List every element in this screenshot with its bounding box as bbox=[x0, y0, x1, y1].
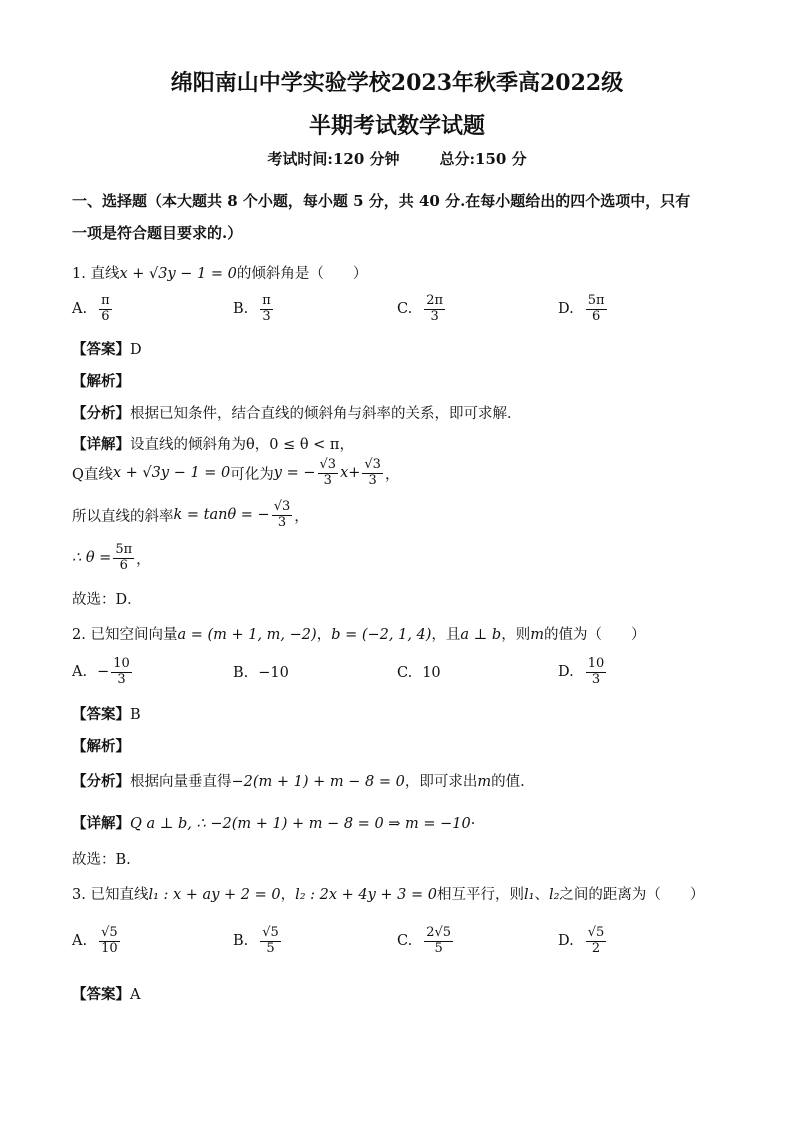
q1-option-b: B. $\frac{\pi}{3}$ bbox=[233, 293, 271, 324]
q3-line-1: l₁ : x + ay + 2 = 0 bbox=[148, 887, 281, 903]
q2-option-d: D. $\frac{10}{3}$ bbox=[558, 656, 605, 687]
q3-line-2: l₂ : 2x + 4y + 3 = 0 bbox=[295, 887, 438, 903]
q1-equation: x + √3y − 1 = 0 bbox=[119, 266, 237, 282]
q1-analysis: 【解析】 bbox=[72, 373, 130, 390]
q2-option-b: B. −10 bbox=[233, 665, 289, 681]
q1-fenxi: 【分析】根据已知条件，结合直线的倾斜角与斜率的关系，即可求解． bbox=[72, 405, 522, 422]
q1-answer: 【答案】D bbox=[72, 341, 142, 358]
q3-option-d: D. $\frac{√5}{2}$ bbox=[558, 925, 605, 956]
q2-conclusion: 故选：B. bbox=[72, 852, 131, 868]
q1-conclusion: 故选：D． bbox=[72, 592, 142, 608]
section-heading-line2: 一项是符合题目要求的.） bbox=[72, 224, 243, 242]
q2-analysis: 【解析】 bbox=[72, 738, 130, 755]
exam-title: 绵阳南山中学实验学校2023年秋季高2022级 bbox=[170, 70, 624, 96]
question-1: 1. 直线x + √3y − 1 = 0的倾斜角是（ ） bbox=[72, 266, 368, 282]
exam-score: 总分:150 分 bbox=[439, 150, 527, 168]
q3-answer: 【答案】A bbox=[72, 986, 141, 1003]
q1-option-d: D. $\frac{5\pi}{6}$ bbox=[558, 293, 605, 324]
section-heading-line1: 一、选择题（本大题共 8 个小题，每小题 5 分，共 40 分.在每小题给出的四个选项中，只有 bbox=[72, 192, 691, 210]
q1-step3: ∴ θ = $\frac{5\pi}{6}$ ， bbox=[72, 542, 151, 573]
q2-vector-a: a = (m + 1, m, −2) bbox=[177, 627, 317, 643]
exam-info bbox=[0, 148, 794, 169]
q2-vector-b: b = (−2, 1, 4) bbox=[331, 627, 432, 643]
exam-time: 考试时间:120 分钟 bbox=[267, 150, 400, 168]
q2-xiangjie: 【详解】Q a ⊥ b, ∴ −2(m + 1) + m − 8 = 0 ⇒ m = −10· bbox=[72, 815, 476, 832]
q3-option-c: C. $\frac{2√5}{5}$ bbox=[397, 925, 452, 956]
q1-option-c: C. $\frac{2\pi}{3}$ bbox=[397, 293, 444, 324]
q1-option-a: A. $\frac{\pi}{6}$ bbox=[72, 293, 110, 324]
q1-step1: Q直线 x + √3y − 1 = 0 可化为 y = − $\frac{√3}{3}$ x+ $\frac{√3}{3}$ ， bbox=[72, 457, 400, 488]
q1-xiangjie: 【详解】设直线的倾斜角为θ，0 ≤ θ < π， bbox=[72, 436, 354, 453]
q1-step2: 所以直线的斜率 k = tanθ = − $\frac{√3}{3}$ ， bbox=[72, 499, 309, 530]
q2-option-a: A. − $\frac{10}{3}$ bbox=[72, 656, 130, 687]
q2-option-c: C. 10 bbox=[397, 665, 441, 681]
question-2: 2. 已知空间向量a = (m + 1, m, −2)，b = (−2, 1, 4)，且a ⊥ b，则m的值为（ ） bbox=[72, 627, 646, 643]
q2-answer: 【答案】B bbox=[72, 706, 141, 723]
exam-subtitle: 半期考试数学试题 bbox=[308, 113, 485, 139]
q3-option-b: B. $\frac{√5}{5}$ bbox=[233, 925, 279, 956]
q2-fenxi: 【分析】根据向量垂直得−2(m + 1) + m − 8 = 0，即可求出m的值. bbox=[72, 773, 525, 790]
q3-option-a: A. $\frac{√5}{10}$ bbox=[72, 925, 118, 956]
question-3: 3. 已知直线l₁ : x + ay + 2 = 0，l₂ : 2x + 4y + 3 = 0相互平行，则l₁、l₂之间的距离为（ ） bbox=[72, 887, 705, 903]
